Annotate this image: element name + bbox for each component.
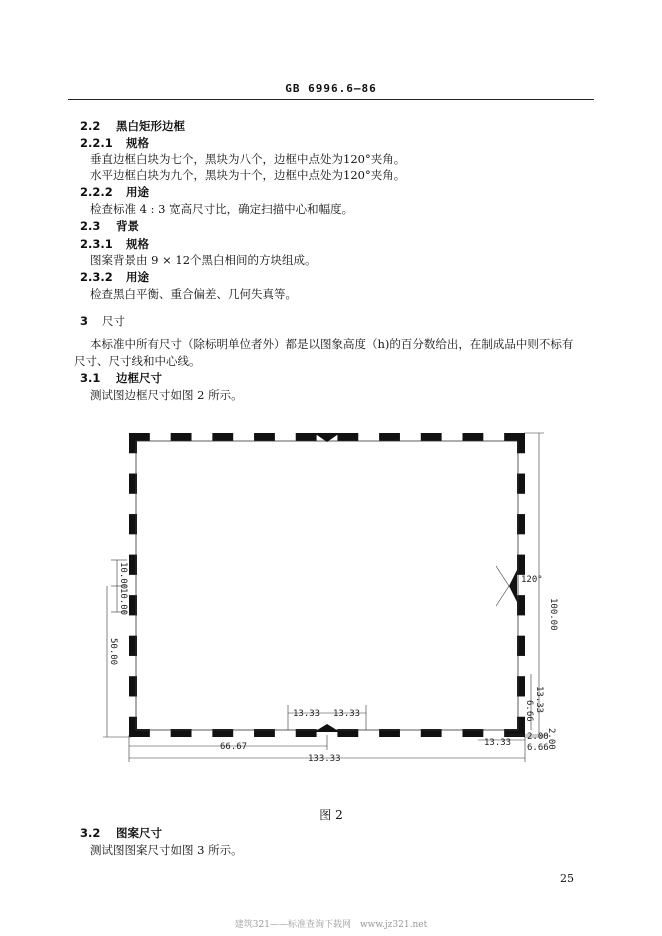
dim-width-133: 133.33 xyxy=(308,754,341,764)
dim-block-10-a: 10.00 xyxy=(118,562,128,590)
section-2-3-2-heading: 2.3.2 用途 xyxy=(80,270,149,284)
dim-corner-666-horizontal: 6.66 xyxy=(527,743,549,753)
paragraph-vertical-border: 垂直边框白块为七个，黑块为八个，边框中点处为120°夹角。 xyxy=(90,152,406,166)
top-border-block xyxy=(254,433,275,441)
dim-block-10-b: 10.00 xyxy=(118,588,128,616)
bottom-midpoint-notch xyxy=(314,724,340,732)
section-3-paragraph-line1: 本标准中所有尺寸（除标明单位者外）都是以图象高度（h)的百分数给出，在制成品中则不标有 xyxy=(90,337,574,351)
paragraph-purpose-border: 检查标准 4 : 3 宽高尺寸比，确定扫描中心和幅度。 xyxy=(90,202,354,216)
right-midpoint-notch xyxy=(509,570,517,602)
top-border-block xyxy=(212,433,233,441)
section-2-2-2-heading: 2.2.2 用途 xyxy=(80,185,149,199)
standard-code-header: GB 6996.6—86 xyxy=(285,82,377,95)
section-2-3-1-heading: 2.3.1 规格 xyxy=(80,237,149,251)
section-2-3-heading: 2.3 背景 xyxy=(80,219,139,233)
dim-half-50: 50.00 xyxy=(108,638,118,666)
top-border-block xyxy=(462,433,483,441)
paragraph-background-purpose: 检查黑白平衡、重合偏差、几何失真等。 xyxy=(90,287,297,301)
section-3-2-text: 测试图图案尺寸如图 3 所示。 xyxy=(90,843,243,857)
inner-frame-line xyxy=(136,441,518,730)
top-border-block xyxy=(421,433,442,441)
paragraph-background-spec: 图案背景由 9 × 12个黑白相间的方块组成。 xyxy=(90,253,317,267)
page-number: 25 xyxy=(560,872,574,885)
paragraph-horizontal-border: 水平边框白块为九个，黑块为十个，边框中点处为120°夹角。 xyxy=(90,168,406,182)
top-border-block xyxy=(171,433,192,441)
footer-watermark: 建筑321——标准查询下载网 www.jz321.net xyxy=(234,920,428,930)
top-border-block xyxy=(337,433,358,441)
angle-label: 120° xyxy=(521,575,543,585)
figure-caption: 图 2 xyxy=(319,808,343,822)
dim-mid-13-a: 13.33 xyxy=(293,709,321,719)
dim-thickness-2-a: 2.00 xyxy=(527,732,549,742)
section-3-paragraph-line2: 尺寸、尺寸线和中心线。 xyxy=(74,354,201,368)
border-blocks xyxy=(129,433,525,737)
dim-thickness-2-b: 2.00 xyxy=(546,728,556,750)
dim-height-100: 100.00 xyxy=(548,598,558,631)
dim-mid-13-b: 13.33 xyxy=(333,709,361,719)
dim-corner-13-vertical: 13.33 xyxy=(534,686,544,714)
section-2-2-1-heading: 2.2.1 规格 xyxy=(80,136,149,150)
section-3-1-heading: 3.1 边框尺寸 xyxy=(80,371,162,385)
top-border-block xyxy=(379,433,400,441)
section-3-2-heading: 3.2 图案尺寸 xyxy=(80,826,162,840)
dim-half-66: 66.67 xyxy=(220,742,248,752)
section-3-heading: 3 尺寸 xyxy=(80,314,125,328)
top-border-block xyxy=(296,433,317,441)
dim-corner-13-horizontal: 13.33 xyxy=(484,738,512,748)
dim-corner-666-vertical: 6.66 xyxy=(524,700,534,722)
section-3-1-text: 测试图边框尺寸如图 2 所示。 xyxy=(90,388,243,402)
section-2-2-heading: 2.2 黑白矩形边框 xyxy=(80,119,185,133)
